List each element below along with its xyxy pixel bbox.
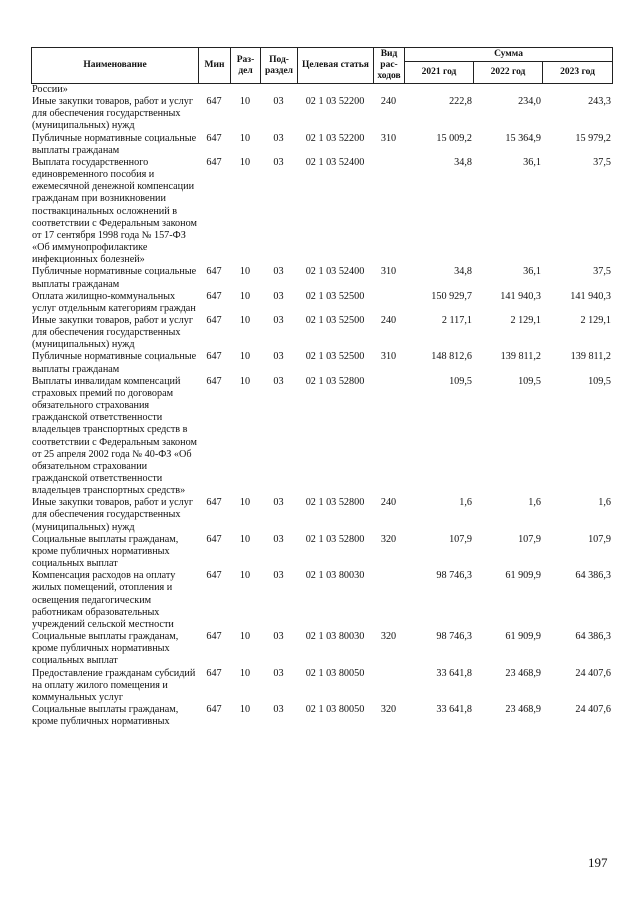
row-name: Иные закупки товаров, работ и услуг для обеспечения государственных (муниципальных) нужд <box>32 497 193 533</box>
row-vid: 320 <box>380 533 397 545</box>
row-min: 647 <box>206 266 222 278</box>
row-min: 647 <box>206 351 222 363</box>
row-vid: 240 <box>380 96 397 108</box>
row-target: 02 1 03 52200 <box>305 132 365 144</box>
table-row <box>31 315 612 351</box>
row-vid <box>373 84 404 96</box>
row-min: 647 <box>206 631 222 643</box>
row-podrazdel: 03 <box>273 96 284 108</box>
row-razdel: 10 <box>239 570 251 582</box>
row-2022: 36,1 <box>523 156 541 168</box>
row-razdel: 10 <box>239 132 251 144</box>
row-2021: 148 812,6 <box>431 351 472 363</box>
row-podrazdel: 03 <box>273 132 284 144</box>
row-2021: 34,8 <box>454 266 472 278</box>
row-name: Иные закупки товаров, работ и услуг для обеспечения государственных (муниципальных) нужд <box>32 96 193 132</box>
row-podrazdel: 03 <box>273 290 284 302</box>
row-min: 647 <box>206 497 222 509</box>
header-name: Наименование <box>32 48 199 84</box>
row-2023: 109,5 <box>588 375 611 387</box>
row-2021: 109,5 <box>449 375 472 387</box>
table-row <box>31 631 612 667</box>
row-name: России» <box>32 84 68 95</box>
row-2023: 37,5 <box>593 156 611 168</box>
row-2023 <box>542 84 612 96</box>
table-row <box>31 84 612 96</box>
row-podrazdel: 03 <box>273 156 284 168</box>
row-min: 647 <box>206 667 222 679</box>
row-name: Оплата жилищно-коммунальных услуг отдельным категориям граждан <box>32 290 196 314</box>
row-name: Публичные нормативные социальные выплаты гражданам <box>32 266 197 290</box>
header-2022: 2022 год <box>474 62 543 84</box>
table-row <box>31 497 612 533</box>
row-min: 647 <box>206 375 222 387</box>
row-2023: 107,9 <box>588 533 611 545</box>
row-2022: 141 940,3 <box>500 290 541 302</box>
row-2022: 23 468,9 <box>505 667 541 679</box>
row-2023: 24 407,6 <box>575 703 611 715</box>
table-row <box>31 157 612 266</box>
row-target: 02 1 03 52200 <box>305 96 365 108</box>
row-min: 647 <box>206 132 222 144</box>
row-2022: 61 909,9 <box>505 631 541 643</box>
row-2022: 2 129,1 <box>510 314 541 326</box>
row-2021: 222,8 <box>449 96 472 108</box>
row-razdel <box>230 84 260 96</box>
table-row <box>31 570 612 631</box>
row-2021: 98 746,3 <box>436 570 472 582</box>
row-podrazdel: 03 <box>273 375 284 387</box>
row-name: Социальные выплаты гражданам, кроме публичных нормативных социальных выплат <box>32 533 179 570</box>
row-2023: 1,6 <box>598 497 611 509</box>
row-2023: 15 979,2 <box>575 132 611 144</box>
row-razdel: 10 <box>239 533 251 545</box>
row-target: 02 1 03 52400 <box>305 266 365 278</box>
row-2023: 24 407,6 <box>575 667 611 679</box>
row-2023: 64 386,3 <box>575 570 611 582</box>
row-2023: 243,3 <box>588 96 611 108</box>
header-razdel: Раз-дел <box>231 48 261 84</box>
row-podrazdel: 03 <box>273 314 284 326</box>
header-2021: 2021 год <box>405 62 474 84</box>
row-target: 02 1 03 52500 <box>305 290 365 302</box>
row-target: 02 1 03 52800 <box>305 533 365 545</box>
row-podrazdel: 03 <box>273 631 284 643</box>
row-min: 647 <box>206 96 222 108</box>
row-target: 02 1 03 52500 <box>305 351 365 363</box>
row-razdel: 10 <box>239 375 251 387</box>
row-2021: 1,6 <box>459 497 472 509</box>
row-2022: 234,0 <box>518 96 541 108</box>
row-2021: 98 746,3 <box>436 631 472 643</box>
row-razdel: 10 <box>239 290 251 302</box>
table-row <box>31 668 612 704</box>
row-2023: 64 386,3 <box>575 631 611 643</box>
row-2022: 23 468,9 <box>505 703 541 715</box>
row-name: Выплата государственного единовременного пособия и ежемесячной денежной компенсации гражданам при возникновении поствакцинальных осложнений в соответствии с Федеральным законом от 17 сентября 1998 года № 157-ФЗ «Об иммунопрофилактике инфекционных болезней» <box>32 156 197 266</box>
row-vid <box>373 376 404 498</box>
row-razdel: 10 <box>239 96 251 108</box>
row-min: 647 <box>206 533 222 545</box>
row-2021: 34,8 <box>454 156 472 168</box>
row-target: 02 1 03 52500 <box>305 314 365 326</box>
row-2022 <box>473 84 542 96</box>
row-2022: 15 364,9 <box>505 132 541 144</box>
row-min: 647 <box>206 156 222 168</box>
row-razdel: 10 <box>239 266 251 278</box>
row-name: Социальные выплаты гражданам, кроме публичных нормативных <box>32 703 179 728</box>
table-body <box>31 84 612 728</box>
row-podrazdel: 03 <box>273 703 284 715</box>
table-row <box>31 133 612 157</box>
table-header <box>31 47 613 84</box>
row-2022: 109,5 <box>518 375 541 387</box>
row-vid: 310 <box>380 266 397 278</box>
row-name: Социальные выплаты гражданам, кроме публичных нормативных социальных выплат <box>32 631 179 667</box>
row-vid <box>373 291 404 315</box>
row-2022: 61 909,9 <box>505 570 541 582</box>
row-name: Иные закупки товаров, работ и услуг для обеспечения государственных (муниципальных) нужд <box>32 314 193 351</box>
budget-table-page <box>31 47 612 728</box>
row-target: 02 1 03 80050 <box>305 703 365 715</box>
row-2021: 150 929,7 <box>431 290 472 302</box>
row-target: 02 1 03 80030 <box>305 631 365 643</box>
header-min: Мин <box>199 48 231 84</box>
row-2021: 33 641,8 <box>436 703 472 715</box>
table-row <box>31 534 612 570</box>
row-razdel: 10 <box>239 703 251 715</box>
header-target: Целевая статья <box>298 48 374 84</box>
row-2023: 141 940,3 <box>570 290 611 302</box>
row-name: Публичные нормативные социальные выплаты гражданам <box>32 132 197 156</box>
table-row <box>31 704 612 728</box>
row-target: 02 1 03 52400 <box>305 156 365 168</box>
row-podrazdel: 03 <box>273 667 284 679</box>
row-min: 647 <box>206 570 222 582</box>
row-min: 647 <box>206 290 222 302</box>
header-vid: Вид рас-ходов <box>374 48 405 84</box>
row-2023: 2 129,1 <box>580 314 611 326</box>
row-podrazdel: 03 <box>273 497 284 509</box>
row-vid: 320 <box>380 631 397 643</box>
row-razdel: 10 <box>239 351 251 363</box>
row-2022: 139 811,2 <box>500 351 541 363</box>
row-podrazdel <box>260 84 297 96</box>
row-2023: 139 811,2 <box>570 351 611 363</box>
row-target: 02 1 03 52800 <box>305 375 365 387</box>
row-vid <box>373 157 404 266</box>
row-razdel: 10 <box>239 667 251 679</box>
header-podrazdel: Под-раздел <box>261 48 298 84</box>
row-vid <box>373 570 404 631</box>
row-2021 <box>404 84 473 96</box>
row-target <box>297 84 373 96</box>
row-name: Публичные нормативные социальные выплаты гражданам <box>32 351 197 375</box>
header-2023: 2023 год <box>543 62 613 84</box>
row-min: 647 <box>206 703 222 715</box>
row-vid <box>373 668 404 704</box>
row-podrazdel: 03 <box>273 570 284 582</box>
row-vid: 240 <box>380 497 397 509</box>
row-min: 647 <box>206 314 222 326</box>
row-min <box>198 84 230 96</box>
row-razdel: 10 <box>239 314 251 326</box>
row-target: 02 1 03 80050 <box>305 667 365 679</box>
row-vid: 310 <box>380 351 397 363</box>
page-number: 197 <box>588 855 608 870</box>
row-razdel: 10 <box>239 631 251 643</box>
row-2021: 15 009,2 <box>436 132 472 144</box>
row-2021: 33 641,8 <box>436 667 472 679</box>
row-vid: 320 <box>380 703 397 715</box>
table-row <box>31 291 612 315</box>
row-podrazdel: 03 <box>273 266 284 278</box>
table-row <box>31 351 612 375</box>
row-target: 02 1 03 80030 <box>305 570 365 582</box>
row-vid: 310 <box>380 132 397 144</box>
header-sum: Сумма <box>405 48 613 62</box>
row-2022: 1,6 <box>528 497 541 509</box>
row-2022: 36,1 <box>523 266 541 278</box>
row-2023: 37,5 <box>593 266 611 278</box>
table-row <box>31 266 612 290</box>
row-name: Предоставление гражданам субсидий на оплату жилого помещения и коммунальных услуг <box>32 667 196 703</box>
table-row <box>31 96 612 132</box>
row-podrazdel: 03 <box>273 351 284 363</box>
row-target: 02 1 03 52800 <box>305 497 365 509</box>
row-2021: 107,9 <box>449 533 472 545</box>
row-razdel: 10 <box>239 497 251 509</box>
row-name: Выплаты инвалидам компенсаций страховых премий по договорам обязательного страхования гражданской ответственности владельцев транспортных средств в соответствии с Федеральным законом от 25 апреля 2002 года № 40-ФЗ «Об обязательном страховании гражданской ответственности владельцев транспортных средств» <box>32 375 197 497</box>
row-podrazdel: 03 <box>273 533 284 545</box>
row-2021: 2 117,1 <box>441 314 472 326</box>
row-vid: 240 <box>380 314 397 326</box>
row-name: Компенсация расходов на оплату жилых помещений, отопления и освещения педагогическим работникам образовательных учреждений сельской местности <box>32 570 176 630</box>
table-row <box>31 376 612 498</box>
row-2022: 107,9 <box>518 533 541 545</box>
row-razdel: 10 <box>239 156 251 168</box>
